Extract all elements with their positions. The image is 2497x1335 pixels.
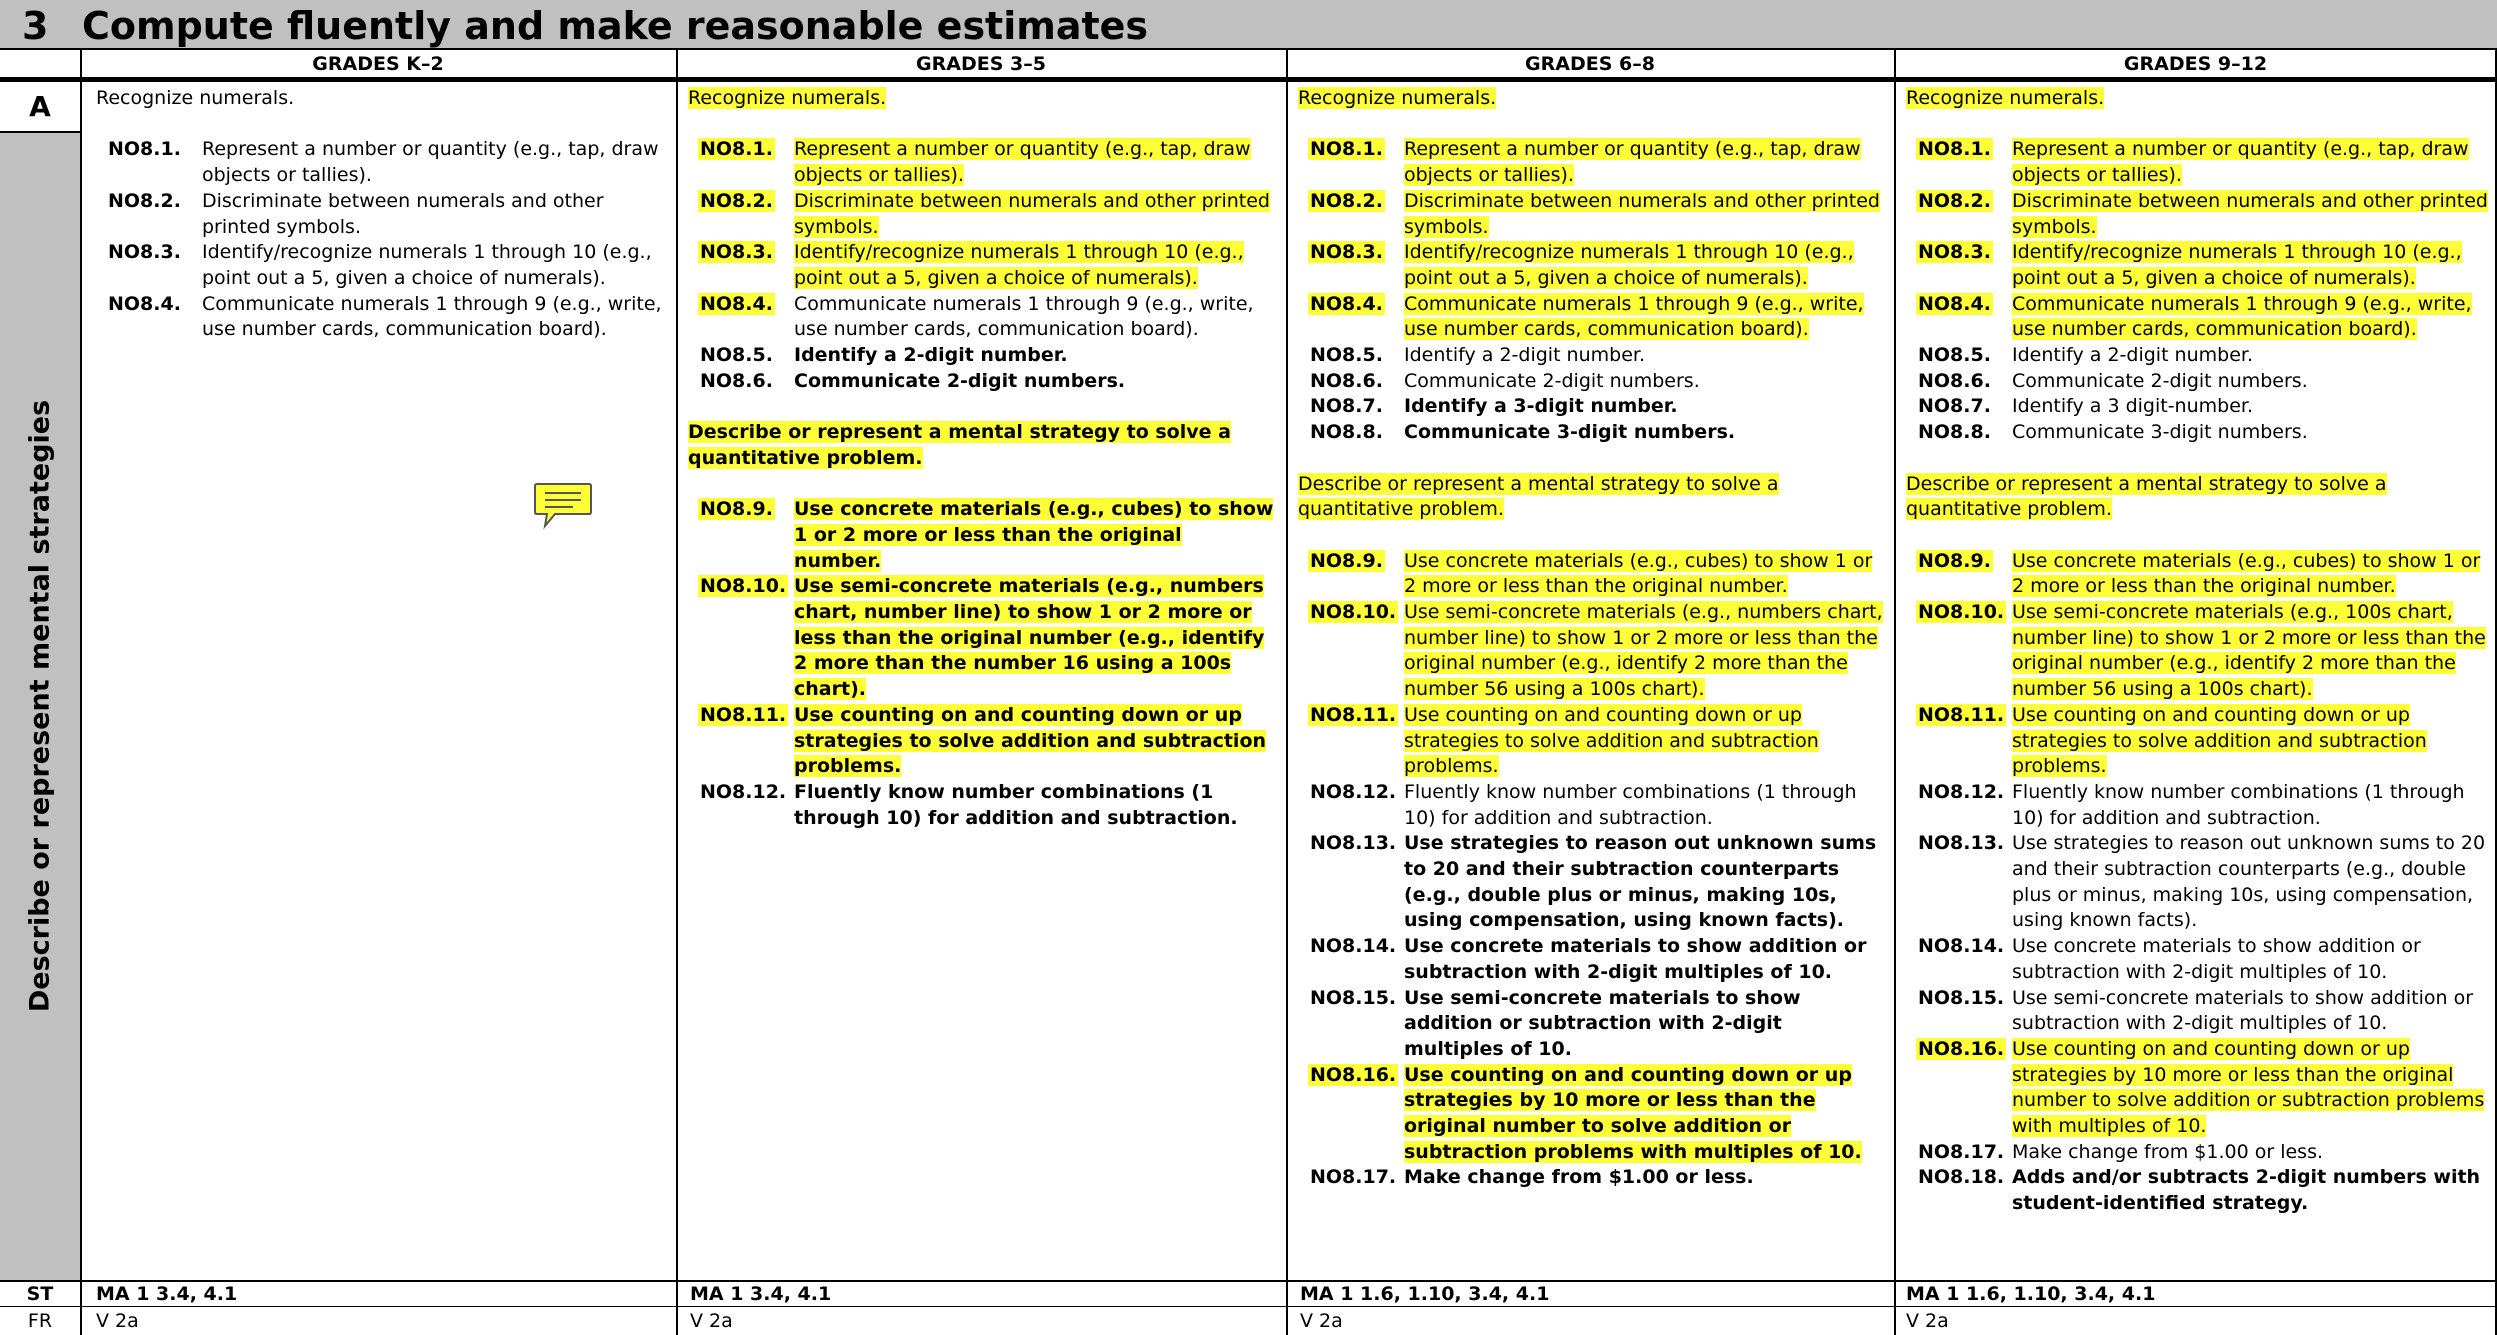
spacer [96, 112, 666, 138]
standard-code: NO8.2. [108, 189, 181, 212]
standard-code: NO8.2. [700, 189, 773, 212]
standard-code: NO8.11. [1918, 703, 2005, 726]
spacer [1906, 446, 2490, 472]
standard-code: NO8.4. [1310, 292, 1383, 315]
standard-code: NO8.8. [1310, 421, 1383, 444]
header-grades-k2: GRADES K–2 [312, 53, 444, 75]
standard-text: Use concrete materials (e.g., cubes) to show 1 or 2 more or less than the original number. [2012, 549, 2481, 598]
standard-text: Identify a 2-digit number. [2012, 344, 2254, 367]
standard-text: Make change from $1.00 or less. [2012, 1140, 2324, 1163]
standard-code: NO8.1. [1310, 138, 1383, 161]
standard-code: NO8.3. [1918, 241, 1991, 264]
standard-item [1298, 1165, 1884, 1191]
standard-item [1906, 137, 2490, 188]
standard-text: Discriminate between numerals and other printed symbols. [2012, 189, 2488, 238]
standard-code: NO8.9. [700, 498, 773, 521]
strand-intro-text: Describe or represent a mental strategy to solve a quantitative problem. [688, 421, 1231, 469]
strand-intro-text: Recognize numerals. [1906, 87, 2105, 109]
standard-item [1298, 1063, 1884, 1166]
standard-code: NO8.4. [108, 292, 181, 315]
standard-text: Use semi-concrete materials (e.g., 100s chart, number line) to show 1 or 2 more or less than the original number (e.g., identify 2 more than the number 56 using a 100s chart). [2012, 601, 2486, 701]
strand-intro [96, 86, 666, 112]
strand-intro [688, 420, 1274, 471]
standard-text: Identify/recognize numerals 1 through 10 (e.g., point out a 5, given a choice of numerals). [2012, 241, 2462, 289]
standard-item [1298, 420, 1884, 446]
strand-intro-text: Describe or represent a mental strategy to solve a quantitative problem. [1298, 472, 1779, 521]
column-divider [1286, 50, 1288, 1335]
standard-code: NO8.2. [1918, 189, 1991, 212]
standard-text: Identify/recognize numerals 1 through 10 (e.g., point out a 5, given a choice of numerals). [202, 241, 652, 289]
standard-item [1906, 1037, 2490, 1140]
standard-text: Fluently know number combinations (1 through 10) for addition and subtraction. [794, 780, 1238, 829]
standard-text: Fluently know number combinations (1 through 10) for addition and subtraction. [1404, 780, 1857, 829]
standard-item [1298, 703, 1884, 780]
standard-text: Use counting on and counting down or up strategies by 10 more or less than the original number to solve addition or subtraction problems with multiples of 10. [2012, 1037, 2485, 1138]
standard-text: Use concrete materials (e.g., cubes) to show 1 or 2 more or less than the original number. [794, 498, 1274, 572]
standard-text: Represent a number or quantity (e.g., tap, draw objects or tallies). [202, 138, 659, 187]
section-title: Compute fluently and make reasonable estimates [82, 4, 1149, 48]
standard-item [1906, 986, 2490, 1037]
column-divider [80, 50, 82, 1335]
standard-text: Communicate 2-digit numbers. [1404, 369, 1700, 392]
standard-item [96, 137, 666, 188]
standard-code: NO8.18. [1918, 1166, 2005, 1189]
standard-code: NO8.16. [1918, 1037, 2005, 1060]
standard-code: NO8.6. [1310, 369, 1383, 392]
header-grades-9-12: GRADES 9–12 [2123, 53, 2268, 75]
fr-label: FR [27, 1310, 53, 1332]
spacer [688, 112, 1274, 138]
standard-item [1298, 600, 1884, 703]
standard-text: Communicate 2-digit numbers. [794, 369, 1126, 392]
st-value-3-5: MA 1 3.4, 4.1 [690, 1283, 832, 1305]
strand-intro [1906, 472, 2490, 523]
spacer [1906, 523, 2490, 549]
standard-text: Identify/recognize numerals 1 through 10 (e.g., point out a 5, given a choice of numerals). [794, 241, 1244, 289]
standard-text: Identify a 3 digit-number. [2012, 395, 2254, 418]
standard-code: NO8.10. [700, 575, 787, 598]
column-divider [1894, 50, 1896, 1335]
standard-text: Make change from $1.00 or less. [1404, 1166, 1754, 1189]
standard-code: NO8.9. [1310, 549, 1383, 572]
standard-item [1906, 343, 2490, 369]
standard-code: NO8.3. [700, 241, 773, 264]
standard-text: Identify a 2-digit number. [794, 344, 1068, 367]
standard-code: NO8.12. [1918, 780, 2005, 803]
standard-text: Use counting on and counting down or up strategies to solve addition and subtraction problems. [1404, 703, 1819, 778]
fr-value-3-5: V 2a [690, 1310, 733, 1332]
standard-code: NO8.5. [1310, 344, 1383, 367]
standard-text: Use counting on and counting down or up strategies to solve addition and subtraction problems. [2012, 703, 2427, 778]
standard-text: Identify a 2-digit number. [1404, 344, 1646, 367]
standard-text: Communicate numerals 1 through 9 (e.g., write, use number cards, communication board). [202, 292, 662, 341]
standard-item [688, 292, 1274, 343]
spacer [688, 394, 1274, 420]
header-grades-3-5: GRADES 3–5 [916, 53, 1046, 75]
column-grades-9-12 [1906, 82, 2490, 1217]
standard-text: Use counting on and counting down or up strategies to solve addition and subtraction problems. [794, 703, 1267, 778]
standard-code: NO8.2. [1310, 189, 1383, 212]
standard-item [1298, 189, 1884, 240]
title-bar [0, 0, 2497, 50]
standard-code: NO8.7. [1918, 395, 1991, 418]
st-value-k2: MA 1 3.4, 4.1 [96, 1283, 238, 1305]
standard-item [1298, 780, 1884, 831]
standard-code: NO8.3. [1310, 241, 1383, 264]
row-label: A [0, 82, 80, 133]
standard-code: NO8.4. [1918, 292, 1991, 315]
standard-code: NO8.6. [700, 369, 773, 392]
standard-item [688, 137, 1274, 188]
standard-text: Discriminate between numerals and other printed symbols. [202, 189, 604, 238]
standard-text: Use strategies to reason out unknown sums to 20 and their subtraction counterparts (e.g., double plus or minus, making 10s, using compensation, using known facts). [1404, 832, 1877, 932]
standard-item [1906, 600, 2490, 703]
standard-item [1906, 1140, 2490, 1166]
standard-code: NO8.13. [1918, 832, 2005, 855]
standard-item [688, 240, 1274, 291]
standard-code: NO8.4. [700, 292, 773, 315]
standard-item [1906, 1165, 2490, 1216]
st-label: ST [26, 1283, 54, 1305]
standard-item [1298, 343, 1884, 369]
standard-item [1298, 137, 1884, 188]
standard-code: NO8.11. [700, 703, 787, 726]
standard-text: Identify/recognize numerals 1 through 10 (e.g., point out a 5, given a choice of numerals). [1404, 241, 1854, 289]
strand-intro [1298, 86, 1884, 112]
standard-item [1298, 292, 1884, 343]
standard-code: NO8.11. [1310, 703, 1397, 726]
standard-item [1298, 549, 1884, 600]
strand-intro [1298, 472, 1884, 523]
standard-text: Identify a 3-digit number. [1404, 395, 1678, 418]
side-label: Describe or represent mental strategies [24, 399, 56, 1013]
standard-text: Communicate 3-digit numbers. [2012, 421, 2308, 444]
column-grades-k2 [96, 82, 666, 343]
standard-item [1906, 934, 2490, 985]
standard-item [1906, 369, 2490, 395]
standard-code: NO8.5. [1918, 344, 1991, 367]
standard-text: Adds and/or subtracts 2-digit numbers with student-identified strategy. [2012, 1166, 2481, 1215]
standard-text: Use strategies to reason out unknown sums to 20 and their subtraction counterparts (e.g., double plus or minus, making 10s, using compensation, using known facts). [2012, 832, 2486, 932]
spacer [1298, 523, 1884, 549]
standard-text: Communicate 2-digit numbers. [2012, 369, 2308, 392]
standard-item [1906, 240, 2490, 291]
column-divider [676, 50, 678, 1335]
spacer [1906, 112, 2490, 138]
standard-text: Represent a number or quantity (e.g., tap, draw objects or tallies). [2012, 138, 2469, 187]
header-grades-6-8: GRADES 6–8 [1525, 53, 1655, 75]
standard-item [688, 780, 1274, 831]
comment-icon[interactable] [533, 480, 593, 530]
strand-intro [1906, 86, 2490, 112]
standard-text: Communicate numerals 1 through 9 (e.g., write, use number cards, communication board). [794, 292, 1254, 341]
standard-text: Discriminate between numerals and other printed symbols. [794, 189, 1270, 238]
standard-code: NO8.17. [1918, 1140, 2005, 1163]
standard-code: NO8.5. [700, 344, 773, 367]
standard-code: NO8.10. [1918, 601, 2005, 624]
st-value-9-12: MA 1 1.6, 1.10, 3.4, 4.1 [1906, 1283, 2156, 1305]
standard-item [1298, 394, 1884, 420]
standard-text: Fluently know number combinations (1 through 10) for addition and subtraction. [2012, 780, 2465, 829]
standard-item [1906, 189, 2490, 240]
standard-code: NO8.1. [700, 138, 773, 161]
standard-item [1298, 934, 1884, 985]
fr-value-9-12: V 2a [1906, 1310, 1949, 1332]
standard-item [688, 497, 1274, 574]
standard-code: NO8.15. [1918, 986, 2005, 1009]
standard-item [1906, 780, 2490, 831]
standard-text: Use semi-concrete materials to show addition or subtraction with 2-digit multiples of 10. [2012, 986, 2474, 1035]
standard-code: NO8.1. [108, 138, 181, 161]
standard-code: NO8.16. [1310, 1063, 1397, 1086]
standard-item [96, 189, 666, 240]
side-label-band [0, 133, 80, 1280]
strand-intro-text: Recognize numerals. [96, 87, 295, 109]
spacer [1298, 446, 1884, 472]
standard-item [688, 703, 1274, 780]
spacer [688, 472, 1274, 498]
standard-text: Communicate numerals 1 through 9 (e.g., write, use number cards, communication board). [2012, 292, 2472, 341]
standard-item [1906, 831, 2490, 934]
standard-item [1906, 292, 2490, 343]
standard-item [96, 240, 666, 291]
strand-intro-text: Recognize numerals. [1298, 87, 1497, 109]
standard-item [1906, 549, 2490, 600]
standard-code: NO8.10. [1310, 601, 1397, 624]
column-grades-6-8 [1298, 82, 1884, 1191]
strand-intro [688, 86, 1274, 112]
spacer [1298, 112, 1884, 138]
standard-text: Use semi-concrete materials (e.g., numbers chart, number line) to show 1 or 2 more or less than the original number (e.g., identify 2 more than the number 16 using a 100s chart). [794, 575, 1265, 701]
standard-text: Communicate 3-digit numbers. [1404, 421, 1736, 444]
standard-code: NO8.17. [1310, 1166, 1397, 1189]
standard-item [1906, 703, 2490, 780]
fr-value-k2: V 2a [96, 1310, 139, 1332]
standard-text: Use concrete materials (e.g., cubes) to show 1 or 2 more or less than the original number. [1404, 549, 1873, 598]
standard-code: NO8.9. [1918, 549, 1991, 572]
standard-code: NO8.14. [1310, 935, 1397, 958]
standard-code: NO8.8. [1918, 421, 1991, 444]
standard-item [1298, 240, 1884, 291]
standard-code: NO8.12. [700, 780, 787, 803]
section-number: 3 [22, 4, 49, 48]
standard-text: Use semi-concrete materials to show addition or subtraction with 2-digit multiples of 10. [1404, 986, 1801, 1060]
standard-item [1298, 831, 1884, 934]
standard-code: NO8.3. [108, 241, 181, 264]
standard-code: NO8.1. [1918, 138, 1991, 161]
standard-code: NO8.6. [1918, 369, 1991, 392]
standard-code: NO8.12. [1310, 780, 1397, 803]
standard-item [688, 369, 1274, 395]
standard-item [1298, 986, 1884, 1063]
standard-code: NO8.13. [1310, 832, 1397, 855]
standard-text: Represent a number or quantity (e.g., tap, draw objects or tallies). [794, 138, 1251, 187]
standard-item [688, 574, 1274, 703]
standard-text: Use counting on and counting down or up strategies by 10 more or less than the original number to solve addition or subtraction problems with multiples of 10. [1404, 1063, 1862, 1163]
fr-value-6-8: V 2a [1300, 1310, 1343, 1332]
strand-intro-text: Describe or represent a mental strategy to solve a quantitative problem. [1906, 472, 2387, 521]
standard-code: NO8.7. [1310, 395, 1383, 418]
standard-item [1906, 420, 2490, 446]
standard-item [688, 343, 1274, 369]
standard-text: Use concrete materials to show addition or subtraction with 2-digit multiples of 10. [1404, 935, 1867, 983]
st-value-6-8: MA 1 1.6, 1.10, 3.4, 4.1 [1300, 1283, 1550, 1305]
strand-intro-text: Recognize numerals. [688, 87, 887, 109]
standard-item [1906, 394, 2490, 420]
standard-item [1298, 369, 1884, 395]
standard-code: NO8.14. [1918, 935, 2005, 958]
standard-text: Use concrete materials to show addition or subtraction with 2-digit multiples of 10. [2012, 935, 2421, 983]
standard-text: Communicate numerals 1 through 9 (e.g., write, use number cards, communication board). [1404, 292, 1864, 341]
standard-item [688, 189, 1274, 240]
column-grades-3-5 [688, 82, 1274, 831]
standard-text: Represent a number or quantity (e.g., tap, draw objects or tallies). [1404, 138, 1861, 187]
standard-text: Discriminate between numerals and other printed symbols. [1404, 189, 1880, 238]
standard-text: Use semi-concrete materials (e.g., numbers chart, number line) to show 1 or 2 more or less than the original number (e.g., identify 2 more than the number 56 using a 100s chart). [1404, 601, 1883, 701]
standard-code: NO8.15. [1310, 986, 1397, 1009]
standard-item [96, 292, 666, 343]
